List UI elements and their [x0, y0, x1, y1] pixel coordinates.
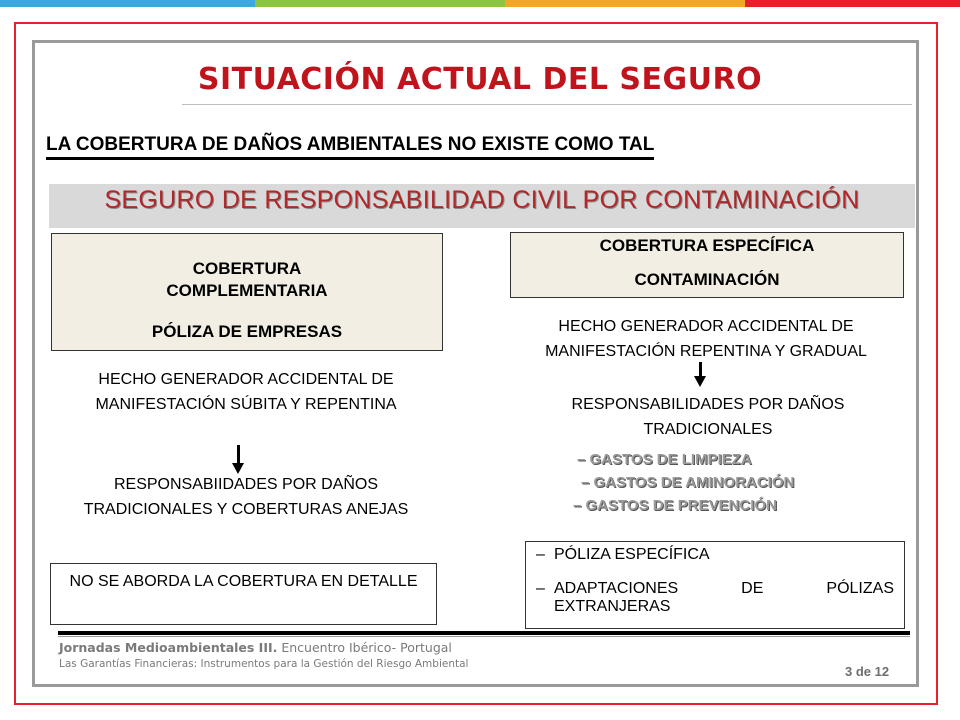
footer-event — [59, 640, 452, 655]
bullet-icon: – — [536, 546, 545, 563]
top-bar-red — [745, 0, 960, 7]
footer-event-rest: Encuentro Ibérico- Portugal — [277, 640, 452, 655]
right-responsabilidades-text: RESPONSABILIDADES POR DAÑOS TRADICIONALES — [571, 396, 845, 438]
right-bottom-box — [525, 541, 905, 629]
footer-event-bold: Jornadas Medioambientales III. — [59, 640, 278, 655]
title-divider — [182, 104, 912, 105]
right-hecho-text: HECHO GENERADOR ACCIDENTAL DE MANIFESTACIÓN REPENTINA Y GRADUAL — [545, 318, 867, 360]
top-color-bar — [0, 0, 960, 7]
left-hecho-text: HECHO GENERADOR ACCIDENTAL DE MANIFESTACIÓN SÚBITA Y REPENTINA — [95, 371, 397, 413]
right-header-box — [510, 232, 904, 298]
left-header-line2: PÓLIZA DE EMPRESAS — [151, 322, 343, 341]
footer-subtitle: Las Garantías Financieras: Instrumentos para la Gestión del Riesgo Ambiental — [59, 658, 469, 670]
left-responsabilidades-text: RESPONSABIIDADES POR DAÑOS TRADICIONALES Y COBERTURAS ANEJAS — [83, 476, 409, 518]
gastos-aminoracion: – GASTOS DE AMINORACIÓN — [581, 474, 795, 491]
footer-divider-thin — [58, 636, 910, 637]
bullet-icon: – — [536, 580, 545, 597]
right-arrow-icon — [699, 362, 702, 378]
banner: SEGURO DE RESPONSABILIDAD CIVIL POR CONTAMINACIÓN — [49, 184, 915, 228]
slide-title: SITUACIÓN ACTUAL DEL SEGURO — [197, 62, 763, 97]
right-header-line1: COBERTURA ESPECÍFICA — [599, 236, 815, 255]
footer-divider — [58, 631, 910, 635]
top-bar-blue — [0, 0, 255, 7]
top-bar-orange — [505, 0, 745, 7]
slide-subtitle: LA COBERTURA DE DAÑOS AMBIENTALES NO EXISTE COMO TAL — [46, 133, 654, 160]
left-bottom-box — [50, 563, 437, 625]
adaptaciones-item: ADAPTACIONES DE PÓLIZAS EXTRANJERAS — [554, 580, 894, 615]
left-header-box — [51, 233, 443, 351]
gastos-limpieza: – GASTOS DE LIMPIEZA — [577, 451, 752, 468]
gastos-prevencion: – GASTOS DE PREVENCIÓN — [573, 497, 777, 514]
poliza-especifica-item: PÓLIZA ESPECÍFICA — [554, 546, 710, 563]
left-bottom-box-text: NO SE ABORDA LA COBERTURA EN DETALLE — [69, 573, 418, 590]
left-header-line1: COBERTURA COMPLEMENTARIA — [166, 259, 328, 300]
page-number: 3 de 12 — [845, 664, 890, 679]
top-bar-green — [255, 0, 505, 7]
left-arrow-icon — [237, 445, 240, 465]
right-header-line2: CONTAMINACIÓN — [634, 270, 780, 289]
